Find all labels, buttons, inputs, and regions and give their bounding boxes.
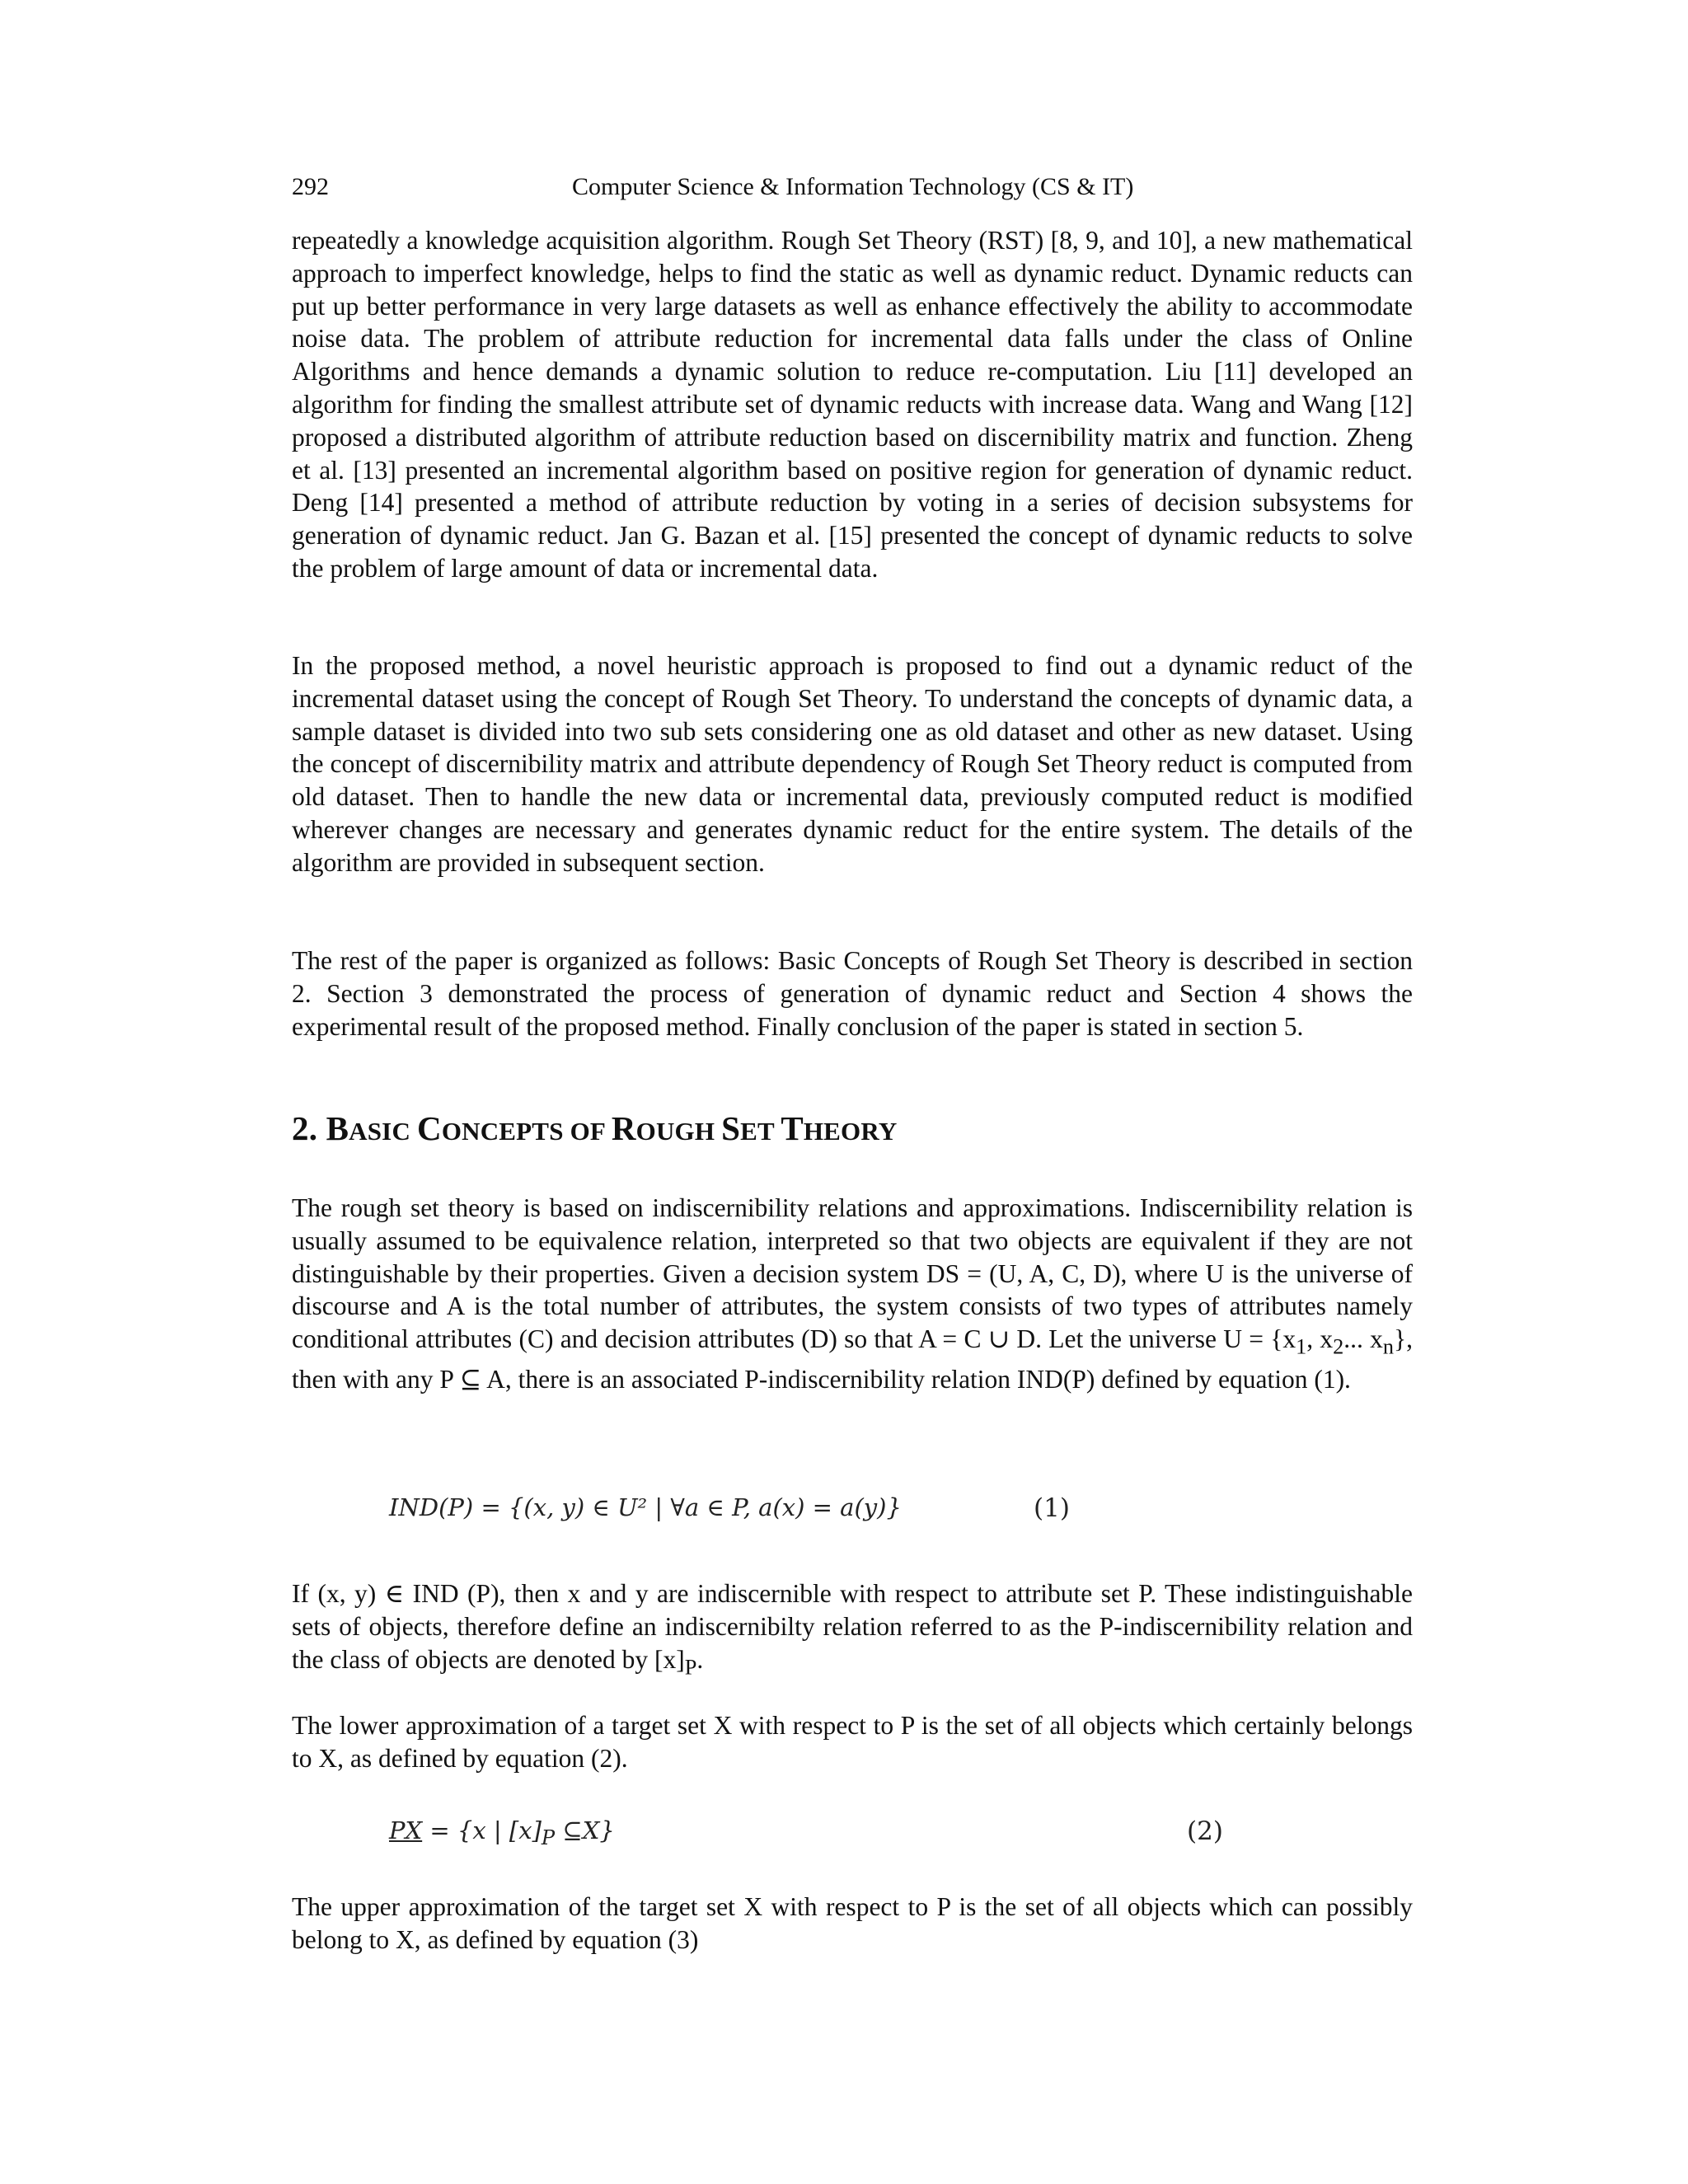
equation-2-number: (2) (1187, 1816, 1223, 1846)
paragraph-intro-continued: repeatedly a knowledge acquisition algorithm. Rough Set Theory (RST) [8, 9, and 10], a new mathematical approach to imperfect knowledge, helps to find the static as well as dynamic reduct. Dynamic reducts can put up better performance in very large datasets as well as enhance effectively the ability to accommodate noise data. The problem of attribute reduction for incremental data falls under the class of Online Algorithms and hence demands a dynamic solution to reduce re-computation. Liu [11] developed an algorithm for finding the smallest attribute set of dynamic reducts with increase data. Wang and Wang [12] proposed a distributed algorithm of attribute reduction based on discernibility matrix and function. Zheng et al. [13] presented an incremental algorithm based on positive region for generation of dynamic reduct. Deng [14] presented a method of attribute reduction by voting in a series of decision subsystems for generation of dynamic reduct. Jan G. Bazan et al. [15] presented the concept of dynamic reducts to solve the problem of large amount of data or incremental data. (292, 226, 1413, 583)
equation-2 (389, 1816, 615, 1849)
equation-1-number: (1) (1034, 1493, 1070, 1523)
paragraph-paper-organization: The rest of the paper is organized as follows: Basic Concepts of Rough Set Theory is described in section 2. Section 3 demonstrated the process of generation of dynamic reduct and Section 4 shows the experimental result of the proposed method. Finally conclusion of the paper is stated in section 5. (292, 946, 1413, 1041)
heading-part: OUGH (635, 1117, 722, 1146)
heading-part: R (611, 1109, 636, 1147)
heading-part: B (326, 1109, 349, 1147)
paragraph-proposed-method: In the proposed method, a novel heuristic approach is proposed to find out a dynamic reduct of the incremental dataset using the concept of Rough Set Theory. To understand the concepts of dynamic data, a sample dataset is divided into two sub sets considering one as old dataset and other as new dataset. Using the concept of discernibility matrix and attribute dependency of Rough Set Theory reduct is computed from old dataset. Then to handle the new data or incremental data, previously computed reduct is modified wherever changes are necessary and generates dynamic reduct for the entire system. The details of the algorithm are provided in subsequent section. (292, 651, 1413, 877)
heading-part: T (781, 1109, 804, 1147)
heading-part: HEORY (803, 1117, 898, 1146)
heading-part: ET (740, 1117, 781, 1146)
page-number: 292 (292, 173, 329, 200)
subscript: n (1382, 1334, 1395, 1359)
text-run: }, then with any P ⊆ A, there is an associated P-indiscernibility relation IND(P) defined by equation (1). (292, 1324, 1414, 1394)
text-run: The rough set theory is based on indiscernibility relations and approximations. Indiscernibility relation is usually assumed to be equivalence relation, interpreted so that two objects are equivalent if they are not distinguishable by their properties. Given a decision system DS = (U, A, C, D), where U is the universe of discourse and A is the total number of attributes, the system consists of two types of attributes namely conditional attributes (C) and decision attributes (D) so that A = C ∪ D. Let the universe U = {x (292, 1193, 1413, 1354)
paragraph-rough-set-definition (292, 1192, 1413, 1396)
section-heading-basic-concepts (292, 1108, 897, 1148)
heading-part: ASIC (349, 1117, 417, 1146)
equation-1: IND(P) = {(x, y) ∈ U² | ∀a ∈ P, a(x) = a(y)} (389, 1493, 902, 1521)
paragraph-indiscernible (292, 1577, 1413, 1684)
heading-part: S (721, 1109, 741, 1147)
equation-2-tail: ⊆X} (555, 1816, 615, 1844)
subscript: P (684, 1654, 697, 1679)
equation-2-rhs: = {x | [x] (422, 1816, 542, 1844)
text-run: . (696, 1644, 704, 1674)
subscript: 1 (1296, 1334, 1307, 1359)
heading-part: ONCEPTS OF (441, 1117, 612, 1146)
equation-2-subscript: P (541, 1825, 556, 1849)
paragraph-upper-approximation: The upper approximation of the target set X with respect to P is the set of all objects which can possibly belong to X, as defined by equation (3) (292, 1892, 1413, 1954)
equation-2-lhs: PX (389, 1816, 423, 1844)
paragraph-lower-approximation: The lower approximation of a target set X with respect to P is the set of all objects which certainly belongs to X, as defined by equation (2). (292, 1711, 1413, 1773)
text-run: , x (1306, 1324, 1334, 1354)
section-number: 2. (292, 1109, 318, 1147)
page-header (292, 173, 1413, 206)
subscript: 2 (1333, 1334, 1344, 1359)
heading-part: C (417, 1109, 442, 1147)
running-title: Computer Science & Information Technology (CS & IT) (572, 173, 1134, 200)
text-run: ... x (1343, 1324, 1383, 1354)
text-run: If (x, y) ∈ IND (P), then x and y are indiscernible with respect to attribute set P. These indistinguishable sets of objects, therefore define an indiscernibilty relation referred to as the P-indiscernibility relation and the class of objects are denoted by [x] (292, 1579, 1413, 1674)
